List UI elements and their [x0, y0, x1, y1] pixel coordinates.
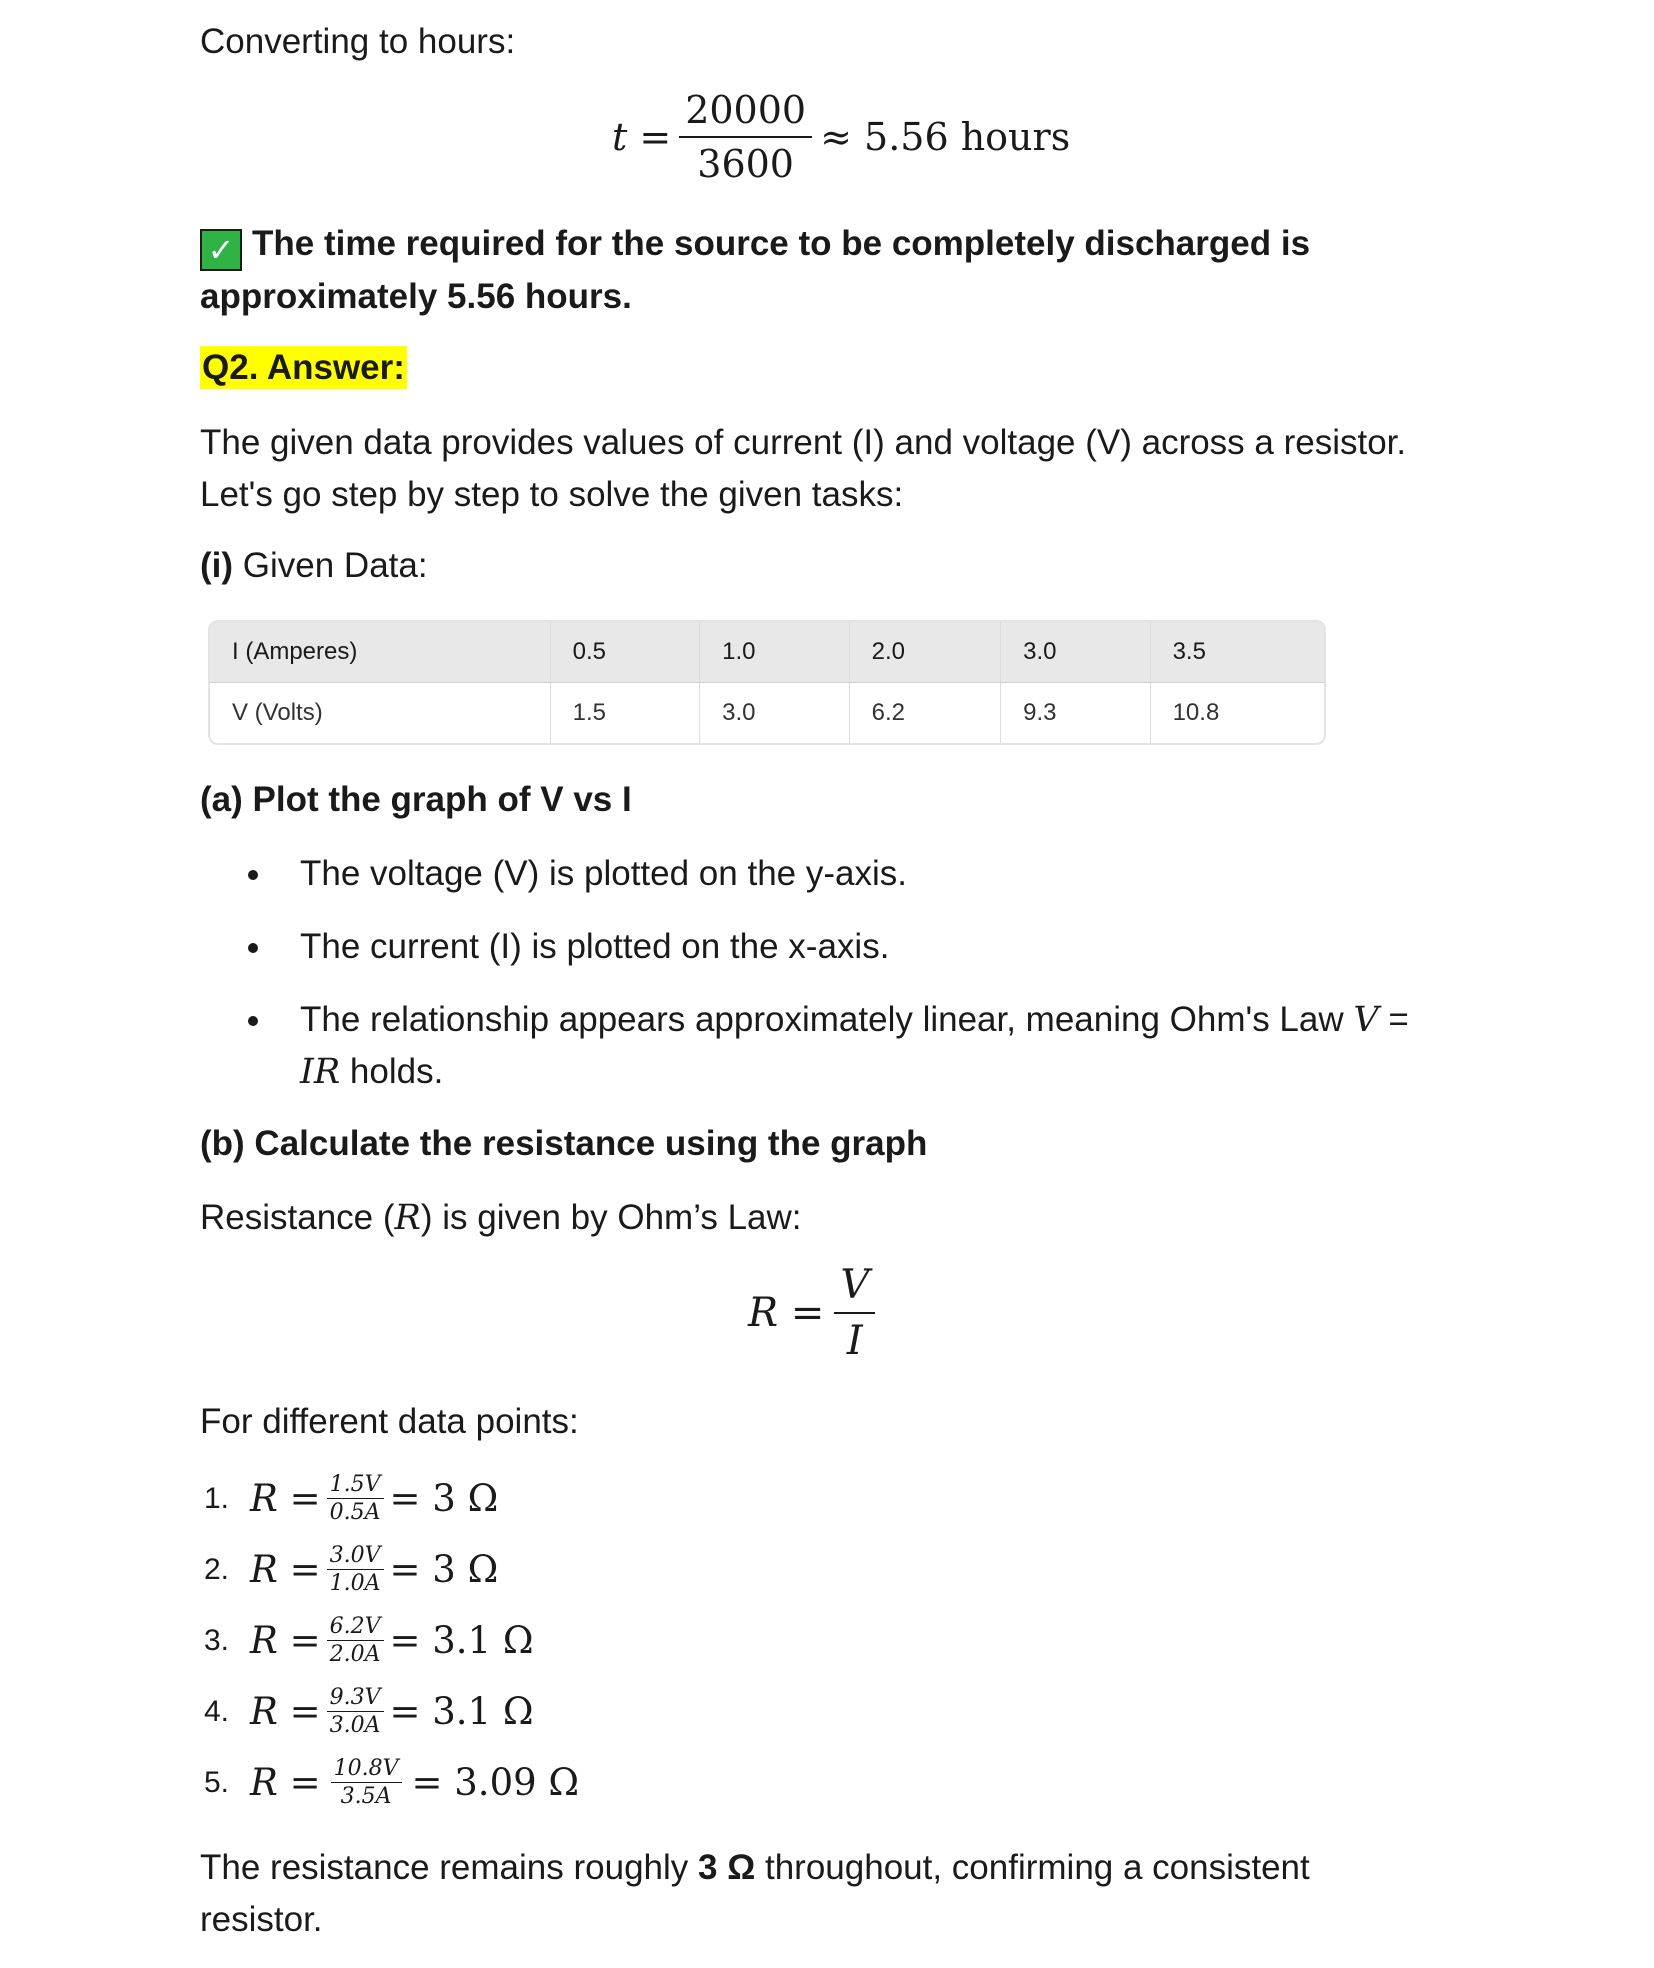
- table-cell: I (Amperes): [210, 622, 551, 683]
- resistance-text-pre: Resistance (: [200, 1198, 395, 1237]
- calc-fraction: [327, 1685, 384, 1738]
- table-cell: 3.0: [1001, 622, 1150, 683]
- calc-index: 5.: [204, 1765, 230, 1799]
- bullet-text-end: holds.: [340, 1052, 444, 1091]
- calc-lhs: R =: [250, 1548, 321, 1591]
- table-cell: 3.5: [1151, 622, 1324, 683]
- calc-rhs: = 3 Ω: [389, 1548, 499, 1591]
- time-equation-rhs: ≈ 5.56 hours: [820, 115, 1071, 159]
- resistance-text: [200, 1192, 802, 1244]
- list-item: [200, 921, 1460, 973]
- resistance-math-r: R: [394, 1198, 421, 1238]
- bullet-math-v: V: [1353, 1000, 1379, 1040]
- calc-row-5: [204, 1756, 579, 1809]
- calc-denominator: 1.0A: [329, 1571, 381, 1596]
- given-data-roman: (i): [200, 546, 234, 585]
- calc-lhs: R =: [250, 1619, 321, 1662]
- calc-lhs: R =: [250, 1761, 321, 1804]
- table-cell: V (Volts): [210, 683, 551, 743]
- calc-numerator: 3.0V: [327, 1543, 384, 1570]
- calc-fraction: [327, 1472, 384, 1525]
- table-cell: 6.2: [850, 683, 1001, 743]
- table-cell: 9.3: [1001, 683, 1150, 743]
- time-equation: [612, 88, 1070, 186]
- calc-index: 3.: [204, 1623, 230, 1657]
- table-cell: 0.5: [551, 622, 700, 683]
- calc-row-3: [204, 1614, 534, 1667]
- calc-index: 4.: [204, 1694, 230, 1728]
- q2-intro-line-2: Let's go step by step to solve the given tasks:: [200, 475, 904, 514]
- time-fraction: [679, 88, 812, 186]
- resistance-text-post: ) is given by Ohm’s Law:: [420, 1198, 802, 1237]
- calc-rhs: = 3.09 Ω: [411, 1761, 580, 1804]
- table-cell: 2.0: [850, 622, 1001, 683]
- converting-text: Converting to hours:: [200, 22, 516, 61]
- calc-rhs: = 3.1 Ω: [389, 1690, 534, 1733]
- ohms-law-equation: [748, 1262, 875, 1364]
- bullet-math-ir: IR: [300, 1052, 341, 1092]
- q2-heading-text: Q2. Answer:: [202, 348, 405, 387]
- data-table: [208, 620, 1326, 745]
- time-numerator: 20000: [679, 88, 812, 138]
- calc-index: 2.: [204, 1552, 230, 1586]
- q2-intro: [200, 417, 1460, 521]
- ohms-law-lhs: R =: [748, 1290, 825, 1336]
- conclusion: [200, 1842, 1460, 1946]
- result-line-2: approximately 5.56 hours.: [200, 277, 632, 316]
- list-item: [200, 848, 1460, 900]
- table-cell: 1.0: [700, 622, 849, 683]
- given-data-label: [200, 540, 428, 592]
- result-line-1: The time required for the source to be completely discharged is: [252, 224, 1311, 263]
- calc-fraction: [327, 1614, 384, 1667]
- list-item: [200, 994, 1460, 1098]
- calc-lhs: R =: [250, 1477, 321, 1520]
- calc-numerator: 9.3V: [327, 1685, 384, 1712]
- bullet-equals: =: [1378, 1000, 1409, 1039]
- q2-intro-line-1: The given data provides values of current (I) and voltage (V) across a resistor.: [200, 423, 1407, 462]
- part-a-heading: (a) Plot the graph of V vs I: [200, 780, 632, 819]
- table-cell: 10.8: [1151, 683, 1324, 743]
- conclusion-post: throughout, confirming a consistent: [755, 1848, 1310, 1887]
- calc-fraction: [327, 1543, 384, 1596]
- calc-denominator: 2.0A: [329, 1642, 381, 1667]
- calc-lhs: R =: [250, 1690, 321, 1733]
- ohms-law-numerator: V: [834, 1262, 875, 1314]
- different-points-text: For different data points:: [200, 1402, 579, 1441]
- table-row: [210, 683, 1324, 743]
- time-equation-lhs: t =: [612, 115, 672, 159]
- calc-numerator: 6.2V: [327, 1614, 384, 1641]
- conclusion-line-2: resistor.: [200, 1900, 323, 1939]
- ohms-law-denominator: I: [846, 1318, 863, 1364]
- calc-index: 1.: [204, 1481, 230, 1515]
- bullet-text: The relationship appears approximately linear, meaning Ohm's Law: [300, 1000, 1354, 1039]
- bullet-dot-icon: [248, 1016, 258, 1026]
- bullet-list: [200, 848, 1460, 1098]
- ohms-law-fraction: [834, 1262, 875, 1364]
- conclusion-bold: 3 Ω: [698, 1848, 756, 1887]
- given-data-text: Given Data:: [233, 546, 428, 585]
- calc-denominator: 3.0A: [329, 1713, 381, 1738]
- bullet-text: The current (I) is plotted on the x-axis.: [300, 927, 890, 966]
- bullet-dot-icon: [248, 870, 258, 880]
- checkmark-icon: ✓: [200, 229, 242, 271]
- calc-denominator: 3.5A: [340, 1784, 392, 1809]
- part-b-heading: (b) Calculate the resistance using the graph: [200, 1124, 928, 1163]
- table-header-row: [210, 622, 1324, 683]
- table-cell: 1.5: [551, 683, 700, 743]
- calc-numerator: 10.8V: [331, 1756, 402, 1783]
- result-statement: [200, 218, 1440, 323]
- bullet-dot-icon: [248, 943, 258, 953]
- bullet-text: The voltage (V) is plotted on the y-axis.: [300, 854, 907, 893]
- conclusion-pre: The resistance remains roughly: [200, 1848, 698, 1887]
- calc-fraction: [331, 1756, 402, 1809]
- calc-row-2: [204, 1543, 498, 1596]
- calc-numerator: 1.5V: [327, 1472, 384, 1499]
- data-table-wrapper: [208, 620, 1326, 745]
- table-cell: 3.0: [700, 683, 849, 743]
- time-denominator: 3600: [697, 142, 794, 186]
- calc-row-1: [204, 1472, 498, 1525]
- calc-row-4: [204, 1685, 534, 1738]
- calc-rhs: = 3 Ω: [389, 1477, 499, 1520]
- q2-heading: [200, 342, 407, 394]
- calc-rhs: = 3.1 Ω: [389, 1619, 534, 1662]
- calc-denominator: 0.5A: [329, 1500, 381, 1525]
